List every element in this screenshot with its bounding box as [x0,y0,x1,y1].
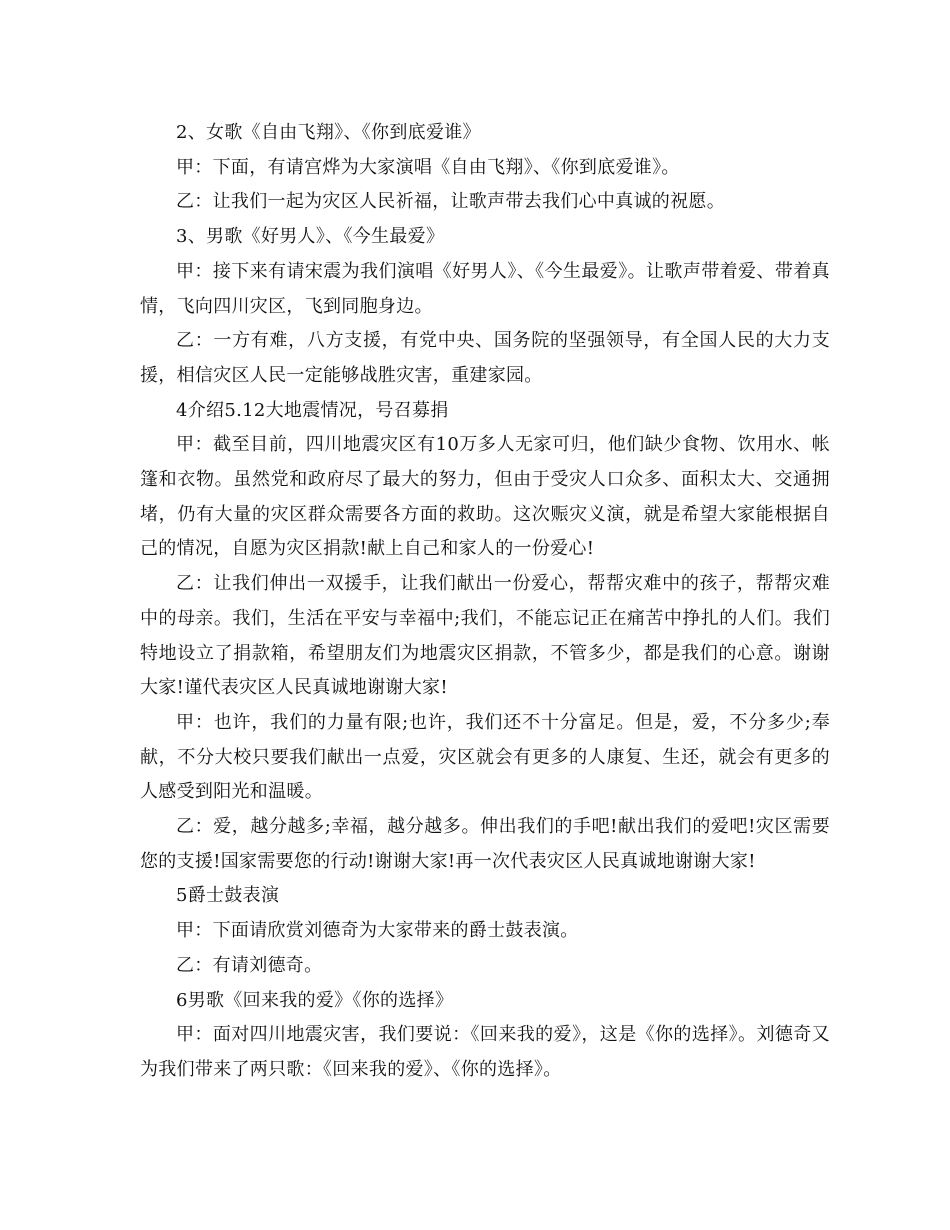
section-heading-3: 3、男歌《好男人》、《今生最爱》 [176,226,445,248]
dialogue-paragraph: 甲：接下来有请宋震为我们演唱《好男人》、《今生最爱》。让歌声带着爱、带着真情，飞向四川灾区，飞到同胞身边。 [140,260,830,317]
dialogue-paragraph: 甲：下面，有请宫烨为大家演唱《自由飞翔》、《你到底爱谁》。 [176,156,680,178]
dialogue-paragraph: 乙：爱，越分越多;幸福，越分越多。伸出我们的手吧!献出我们的爱吧!灾区需要您的支援!国家需要您的行动!谢谢大家!再一次代表灾区人民真诚地谢谢大家! [140,816,830,872]
section-heading-4: 4介绍5.12大地震情况，号召募捐 [176,399,449,421]
section-heading-2: 2、女歌《自由飞翔》、《你到底爱谁》 [176,122,481,143]
dialogue-paragraph: 乙：一方有难，八方支援，有党中央、国务院的坚强领导，有全国人民的大力支援，相信灾区人民一定能够战胜灾害，重建家园。 [140,330,830,386]
dialogue-paragraph: 甲：也许，我们的力量有限;也许，我们还不十分富足。但是，爱，不分多少;奉献，不分大校只要我们献出一点爱，灾区就会有更多的人康复、生还，就会有更多的人感受到阳光和温暖。 [140,711,830,803]
dialogue-paragraph: 乙：让我们伸出一双援手，让我们献出一份爱心，帮帮灾难中的孩子，帮帮灾难中的母亲。我们，生活在平安与幸福中;我们，不能忘记正在痛苦中挣扎的人们。我们特地设立了捐款箱，希望朋友们为地震灾区捐款，不管多少，都是我们的心意。谢谢大家!谨代表灾区人民真诚地谢谢大家! [140,573,830,699]
document-body [140,116,830,1088]
dialogue-paragraph: 乙：有请刘德奇。 [176,954,323,976]
section-heading-5: 5爵士鼓表演 [176,885,280,907]
dialogue-paragraph: 甲：截至目前，四川地震灾区有10万多人无家可归，他们缺少食物、饮用水、帐篷和衣物。虽然党和政府尽了最大的努力，但由于受灾人口众多、面积太大、交通拥堵，仍有大量的灾区群众需要各方面的救助。这次赈灾义演，就是希望大家能根据自己的情况，自愿为灾区捐款!献上自己和家人的一份爱心! [140,434,830,560]
dialogue-paragraph: 甲：面对四川地震灾害，我们要说：《回来我的爱》，这是《你的选择》。刘德奇又为我们带来了两只歌：《回来我的爱》、《你的选择》。 [140,1024,830,1080]
dialogue-paragraph: 甲：下面请欣赏刘德奇为大家带来的爵士鼓表演。 [176,920,579,942]
section-heading-6: 6男歌《回来我的爱》《你的选择》 [176,989,454,1011]
dialogue-paragraph: 乙：让我们一起为灾区人民祈福，让歌声带去我们心中真诚的祝愿。 [176,191,725,213]
